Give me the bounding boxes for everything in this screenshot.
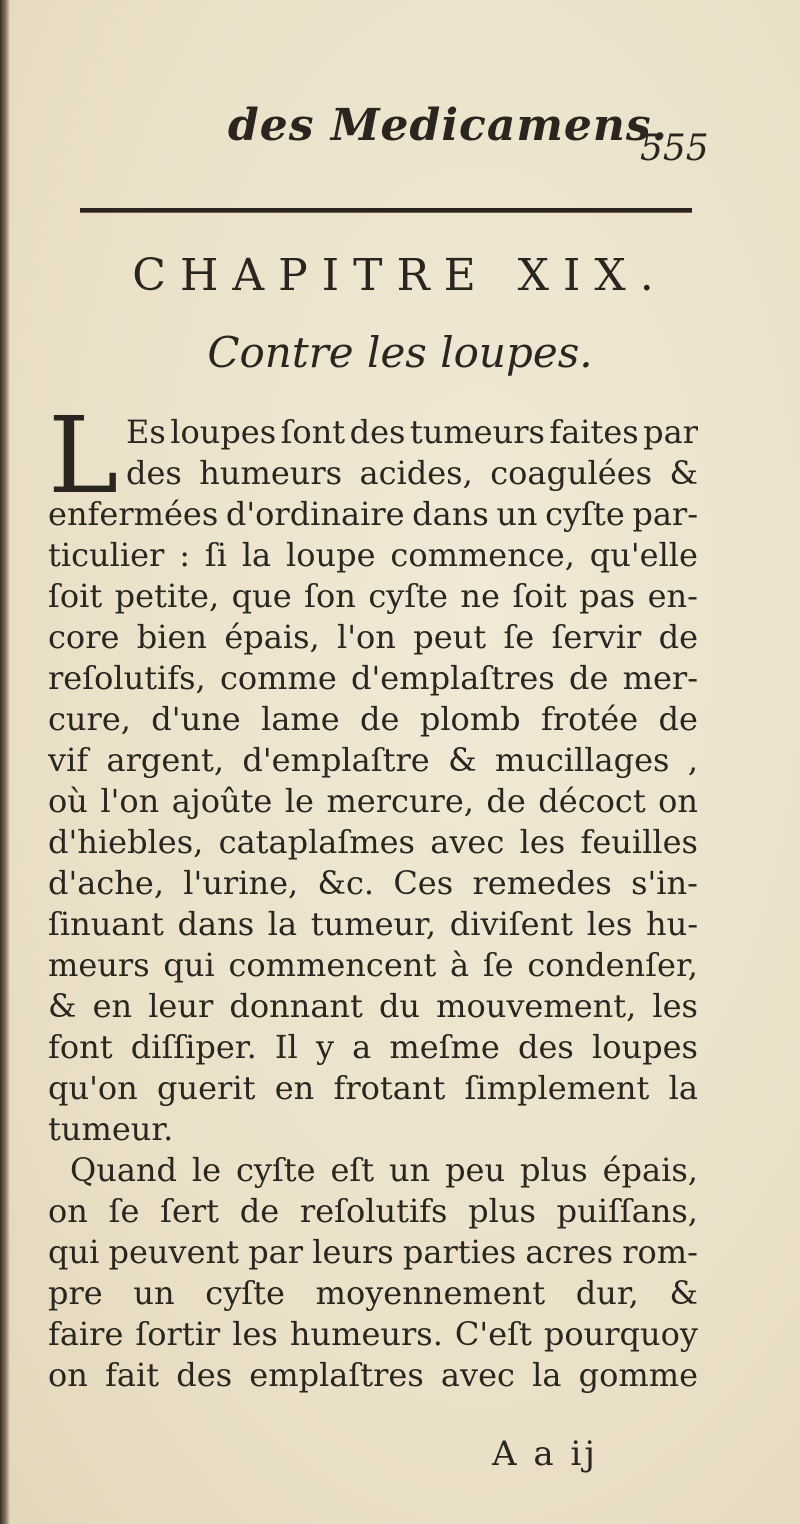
page-header xyxy=(0,100,800,169)
text-line: Es loupes ſont des tumeurs faites par xyxy=(126,413,698,451)
text-line: on fait des emplaſtres avec la gomme xyxy=(48,1356,698,1394)
signature-mark: A a ij xyxy=(492,1434,598,1474)
page-number: 555 xyxy=(640,128,709,169)
text-line: ticulier : ſi la loupe commence, qu'elle xyxy=(48,536,698,574)
text-line: Quand le cyſte eſt un peu plus épais, xyxy=(70,1151,698,1189)
text-line: d'ache, l'urine, &c. Ces remedes s'in- xyxy=(48,864,698,902)
drop-cap: L xyxy=(48,414,119,502)
chapter-subtitle: Contre les loupes. xyxy=(207,328,593,377)
text-line: ſoit petite, que ſon cyſte ne ſoit pas en- xyxy=(48,577,698,615)
text-line: enfermées d'ordinaire dans un cyſte par- xyxy=(48,495,698,533)
text-line: faire ſortir les humeurs. C'eſt pourquoy xyxy=(48,1315,698,1353)
text-line: & en leur donnant du mouvement, les xyxy=(48,987,698,1025)
book-spine-shadow xyxy=(0,0,10,1524)
text-line: pre un cyſte moyennement dur, & xyxy=(48,1274,698,1312)
text-line: d'hiebles, cataplaſmes avec les feuilles xyxy=(48,823,698,861)
text-line: meurs qui commencent à ſe condenſer, xyxy=(48,946,698,984)
text-line: on ſe ſert de reſolutifs plus puiſſans, xyxy=(48,1192,698,1230)
chapter-title: CHAPITRE XIX. xyxy=(132,250,668,301)
text-line: font diſſiper. Il y a meſme des loupes xyxy=(48,1028,698,1066)
text-line: vif argent, d'emplaſtre & mucillages , xyxy=(48,741,698,779)
text-line: où l'on ajoûte le mercure, de décoct on xyxy=(48,782,698,820)
body-text xyxy=(48,412,698,1396)
text-line: des humeurs acides, coagulées & xyxy=(126,454,698,492)
text-line: core bien épais, l'on peut ſe ſervir de xyxy=(48,618,698,656)
text-line: tumeur. xyxy=(48,1110,174,1148)
header-rule xyxy=(80,208,692,213)
text-line: cure, d'une lame de plomb frotée de xyxy=(48,700,698,738)
running-head: des Medicamens. xyxy=(228,100,668,151)
text-line: ſinuant dans la tumeur, diviſent les hu- xyxy=(48,905,698,943)
text-line: qui peuvent par leurs parties acres rom- xyxy=(48,1233,698,1271)
text-line: reſolutifs, comme d'emplaſtres de mer- xyxy=(48,659,698,697)
text-line: qu'on guerit en frotant ſimplement la xyxy=(48,1069,698,1107)
